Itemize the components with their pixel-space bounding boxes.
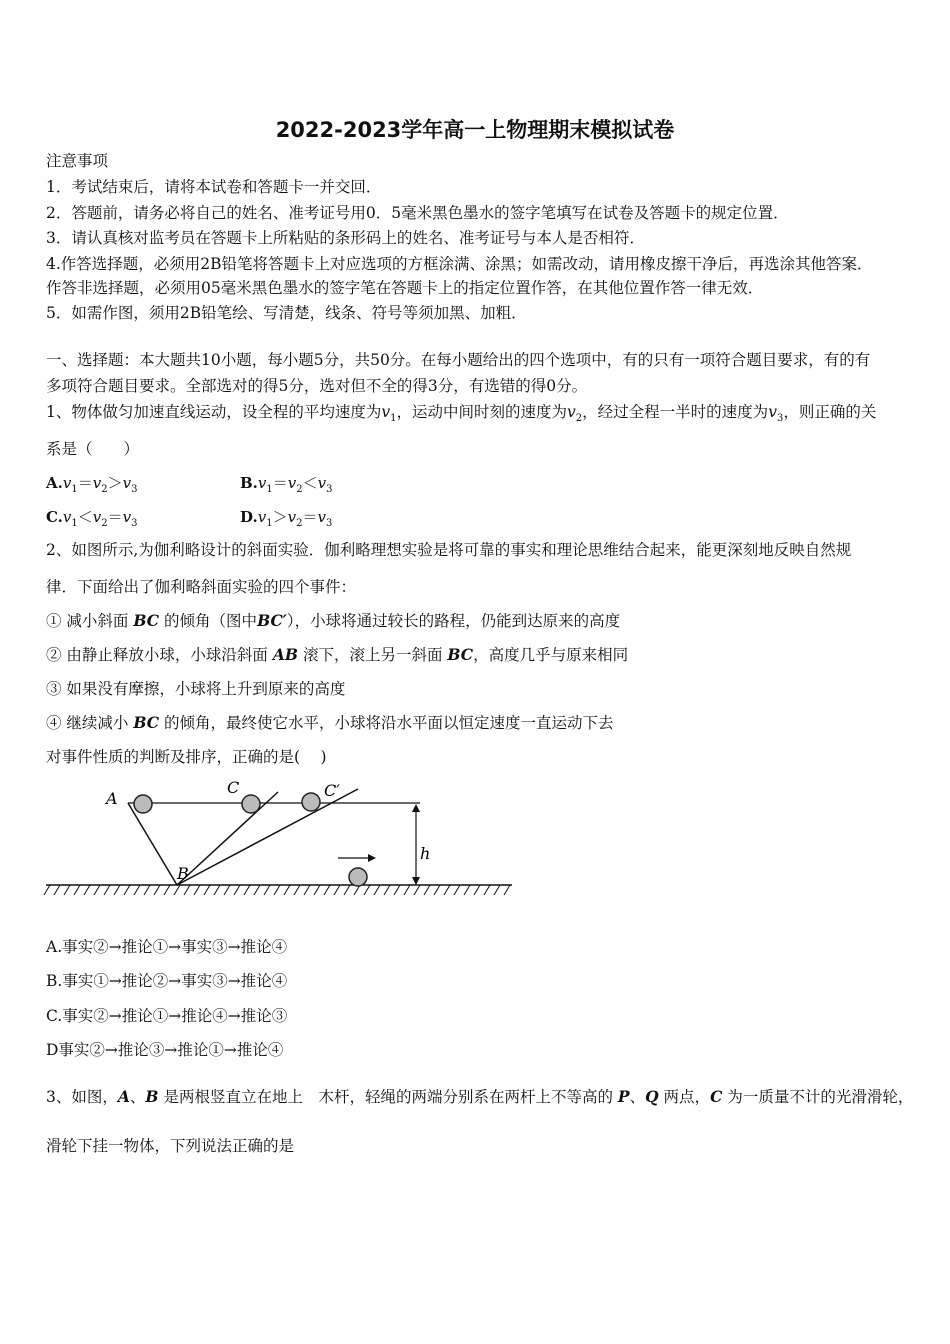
height-arrow-bottom bbox=[412, 877, 420, 885]
label-a: A bbox=[106, 789, 118, 808]
question-1-stem: 1、物体做匀加速直线运动，设全程的平均速度为$v_1$，运动中间时刻的速度为$v_2$，经过全程一半时的速度为$v_3$，则正确的关 bbox=[46, 403, 877, 425]
option-b[interactable]: B.事实①→推论②→事实③→推论④ bbox=[46, 972, 288, 990]
notice-item: 3．请认真核对监考员在答题卡上所粘贴的条形码上的姓名、准考证号与本人是否相符． bbox=[46, 229, 645, 247]
page-title: 2022-2023学年高一上物理期末模拟试卷 bbox=[275, 118, 675, 142]
event-3: ③ 如果没有摩擦，小球将上升到原来的高度 bbox=[46, 680, 346, 698]
motion-arrow-head bbox=[368, 854, 376, 862]
question-2-prompt: 对事件性质的判断及排序，正确的是( ) bbox=[46, 748, 327, 766]
notice-item: 5．如需作图，须用2B铅笔绘、写清楚，线条、符号等须加黑、加粗． bbox=[46, 304, 527, 322]
option-c[interactable]: C.事实②→推论①→推论④→推论③ bbox=[46, 1007, 288, 1025]
event-4: ④ 继续减小 BC 的倾角，最终使它水平，小球将沿水平面以恒定速度一直运动下去 bbox=[46, 713, 614, 732]
notice-heading: 注意事项 bbox=[46, 152, 109, 170]
label-c: C bbox=[227, 778, 240, 797]
option-c[interactable]: $C.v_1<v_2=v_3$ bbox=[46, 508, 138, 529]
label-c-prime: C′ bbox=[324, 781, 340, 800]
notice-item: 2．答题前，请务必将自己的姓名、准考证号用0．5毫米黑色墨水的签字笔填写在试卷及答题卡的规定位置． bbox=[46, 204, 789, 222]
option-d[interactable]: D事实②→推论③→推论①→推论④ bbox=[46, 1041, 284, 1059]
incline-figure bbox=[40, 775, 520, 905]
ground-hatch bbox=[44, 885, 510, 895]
ball-a bbox=[134, 795, 152, 813]
notice-item: 4.作答选择题，必须用2B铅笔将答题卡上对应选项的方框涂满、涂黑；如需改动，请用橡皮擦干净后，再选涂其他答案． bbox=[46, 255, 873, 273]
section-heading: 一、选择题：本大题共10小题，每小题5分，共50分。在每小题给出的四个选项中，有的只有一项符合题目要求，有的有 bbox=[46, 351, 871, 369]
option-a[interactable]: $A.v_1=v_2>v_3$ bbox=[46, 474, 138, 495]
ball-c bbox=[242, 795, 260, 813]
option-d[interactable]: $D.v_1>v_2=v_3$ bbox=[240, 508, 333, 529]
height-arrow-top bbox=[412, 804, 420, 812]
label-b: B bbox=[177, 864, 189, 883]
notice-item: 1．考试结束后，请将本试卷和答题卡一并交回． bbox=[46, 178, 382, 196]
incline-ab bbox=[128, 803, 177, 885]
question-2-stem-cont: 律．下面给出了伽利略斜面实验的四个事件： bbox=[46, 578, 357, 596]
question-3-stem-cont: 滑轮下挂一物体，下列说法正确的是 bbox=[46, 1137, 295, 1155]
label-h: h bbox=[420, 844, 431, 863]
question-2-stem: 2、如图所示,为伽利略设计的斜面实验．伽利略理想实验是将可靠的事实和理论思维结合起来，能更深刻地反映自然规 bbox=[46, 541, 852, 559]
section-heading-cont: 多项符合题目要求。全部选对的得5分，选对但不全的得3分，有选错的得0分。 bbox=[46, 377, 588, 395]
event-1: ① 减小斜面 BC 的倾角（图中BC′），小球将通过较长的路程，仍能到达原来的高度 bbox=[46, 611, 621, 630]
question-3-stem: 3、如图，A、B 是两根竖直立在地上 木杆，轻绳的两端分别系在两杆上不等高的 P、Q 两点，C 为一质量不计的光滑滑轮， bbox=[46, 1087, 914, 1106]
ball-ground bbox=[349, 868, 367, 886]
incline-bc bbox=[177, 792, 278, 885]
ball-c-prime bbox=[302, 793, 320, 811]
option-b[interactable]: $B.v_1=v_2<v_3$ bbox=[240, 474, 333, 495]
event-2: ② 由静止释放小球，小球沿斜面 AB 滚下，滚上另一斜面 BC，高度几乎与原来相同 bbox=[46, 645, 629, 664]
option-a[interactable]: A.事实②→推论①→事实③→推论④ bbox=[46, 938, 288, 956]
notice-item: 作答非选择题，必须用05毫米黑色墨水的签字笔在答题卡上的指定位置作答，在其他位置作答一律无效． bbox=[46, 279, 764, 297]
question-1-stem-cont: 系是（ ） bbox=[46, 440, 140, 458]
